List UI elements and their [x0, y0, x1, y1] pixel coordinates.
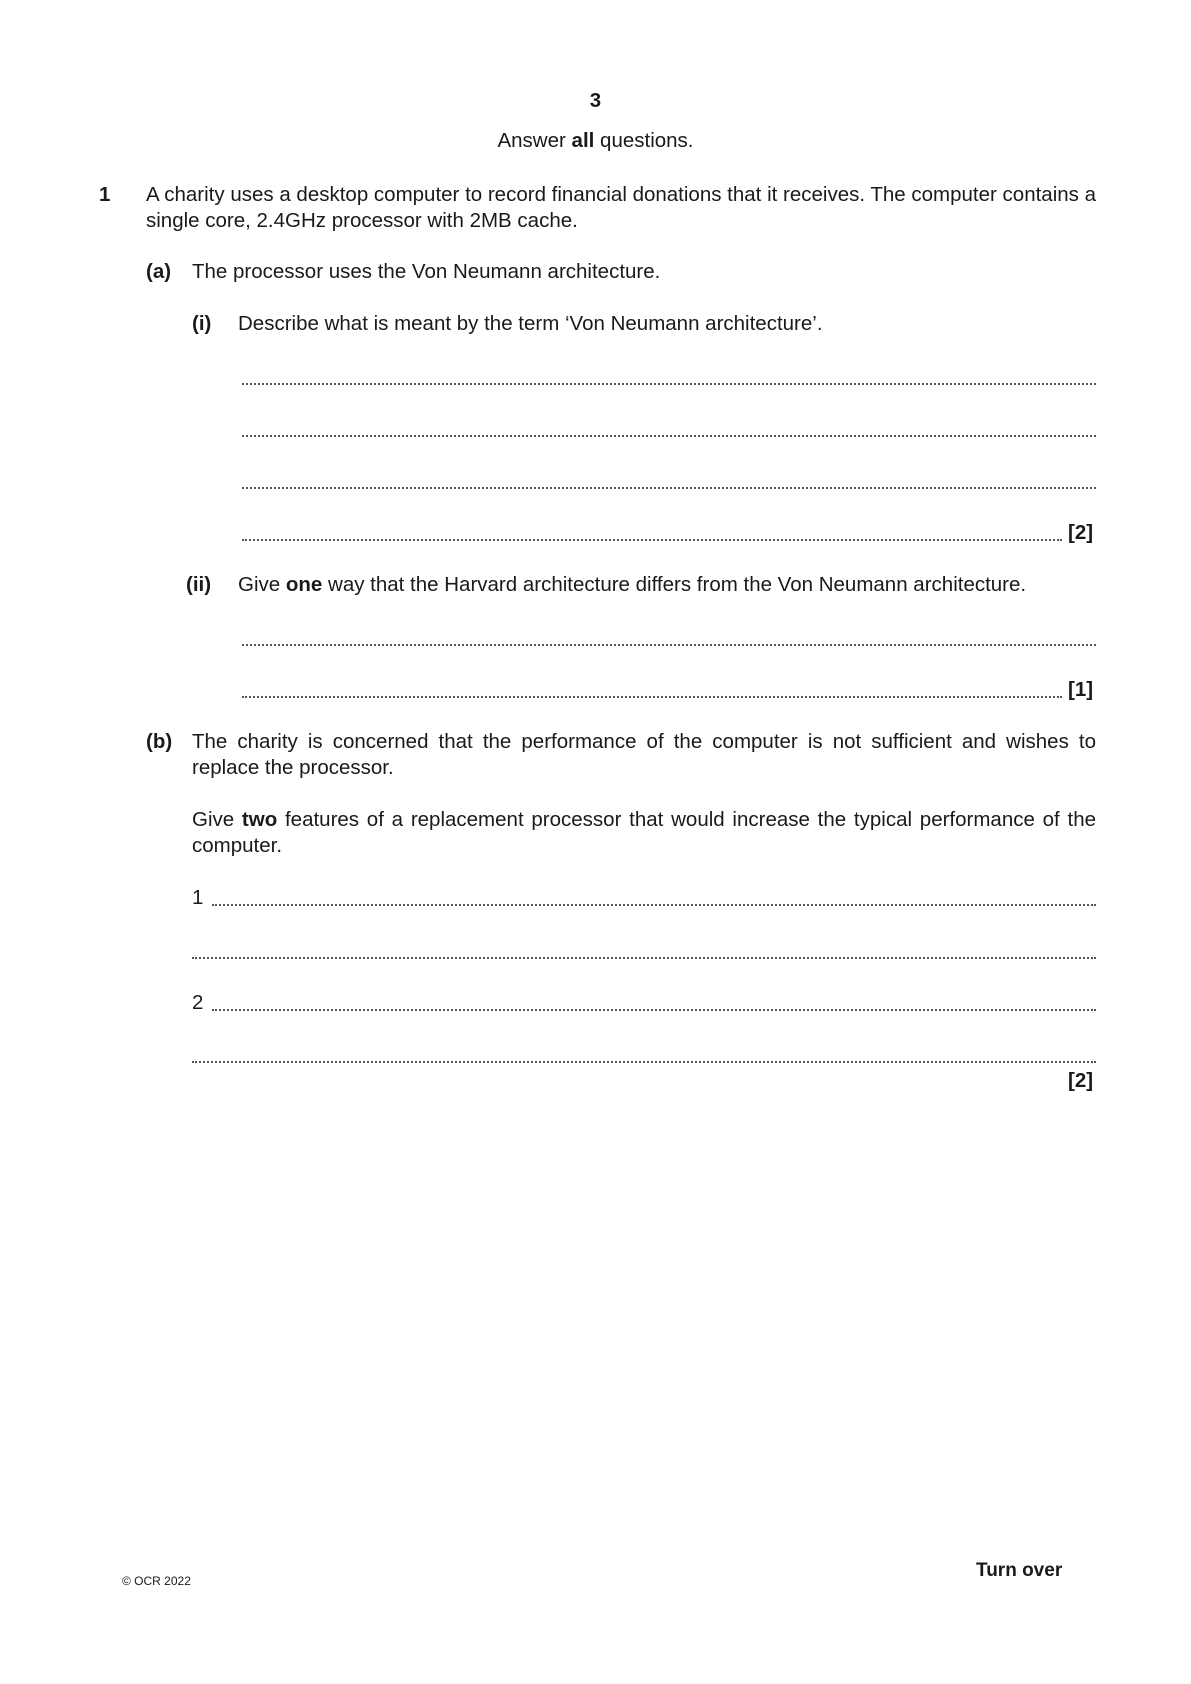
- part-a-label: (a): [146, 260, 172, 283]
- answer-line[interactable]: [212, 1003, 1096, 1011]
- instruction-post: questions.: [594, 129, 694, 152]
- answer-line[interactable]: [242, 481, 1096, 489]
- answer-line[interactable]: [242, 429, 1096, 437]
- feature-2-number: 2: [192, 991, 204, 1014]
- answer-line[interactable]: [192, 951, 1096, 959]
- instruction-pre: Answer: [497, 129, 572, 152]
- answer-line[interactable]: [212, 898, 1096, 906]
- part-a-ii-text: [238, 572, 1026, 598]
- part-a-text: The processor uses the Von Neumann architecture.: [192, 260, 661, 283]
- question-number: 1: [99, 183, 111, 206]
- part-a-i-text: Describe what is meant by the term ‘Von Neumann architecture’.: [238, 312, 823, 335]
- instruction: [0, 128, 1191, 154]
- part-b-instruction: [192, 807, 1096, 859]
- part-a-ii-pre: Give: [238, 573, 286, 596]
- answer-line[interactable]: [242, 690, 1062, 698]
- question-stem: A charity uses a desktop computer to record financial donations that it receives. The computer contains a single core, 2.4GHz processor with 2MB cache.: [146, 183, 1096, 232]
- part-b-bold: two: [241, 808, 278, 831]
- part-a-ii-bold: one: [285, 573, 323, 596]
- part-a-i-label: (i): [192, 312, 212, 335]
- instruction-bold: all: [571, 129, 595, 152]
- answer-line[interactable]: [242, 638, 1096, 646]
- copyright: © OCR 2022: [122, 1574, 191, 1588]
- part-b-pre: Give: [192, 808, 242, 831]
- marks-b: [2]: [1068, 1069, 1094, 1092]
- answer-line[interactable]: [192, 1055, 1096, 1063]
- marks-a-ii: [1]: [1068, 678, 1094, 701]
- feature-1-number: 1: [192, 886, 204, 909]
- answer-line[interactable]: [242, 533, 1062, 541]
- part-b-label: (b): [146, 730, 173, 753]
- answer-line[interactable]: [242, 377, 1096, 385]
- turn-over: Turn over: [976, 1560, 1063, 1581]
- part-b-text: The charity is concerned that the performance of the computer is not sufficient and wishes to replace the processor.: [192, 730, 1096, 779]
- part-a-ii-post: way that the Harvard architecture differs from the Von Neumann architecture.: [322, 573, 1027, 596]
- marks-a-i: [2]: [1068, 521, 1094, 544]
- page-number: 3: [589, 89, 602, 112]
- part-b-post: features of a replacement processor that would increase the typical performance of the computer.: [192, 808, 1096, 857]
- part-a-ii-label: (ii): [186, 573, 212, 596]
